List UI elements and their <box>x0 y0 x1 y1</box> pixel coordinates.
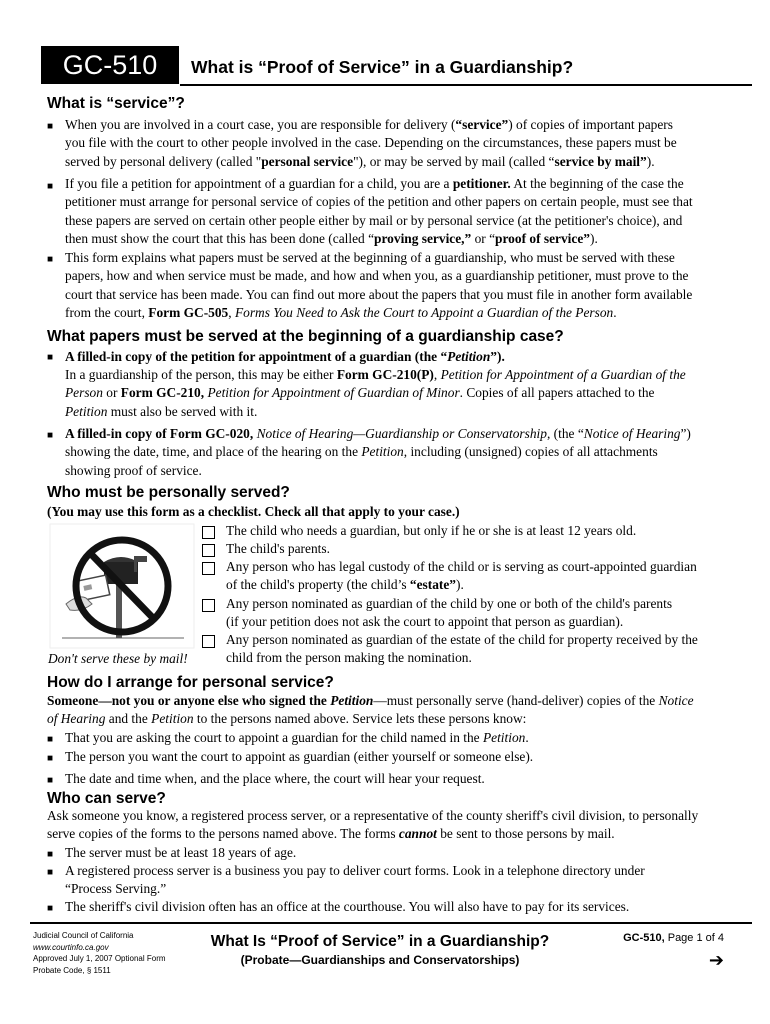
list-item-process-server: A registered process server is a business you pay to deliver court forms. Look in a telephone directory under “Process Serving.” <box>65 863 645 897</box>
footer-subtitle: (Probate—Guardianships and Conservatorships) <box>240 953 520 967</box>
page-title: What is “Proof of Service” in a Guardianship? <box>191 57 574 77</box>
footer-source-info: Judicial Council of California www.courtinfo.ca.gov Approved July 1, 2007 Optional Form Probate Code, § 1511 <box>33 931 166 975</box>
footer-title-block <box>195 933 565 967</box>
section-heading-papers-served: What papers must be served at the beginning of a guardianship case? <box>47 328 564 345</box>
illustration-caption: Don't serve these by mail! <box>48 651 188 666</box>
list-item-asking-court: That you are asking the court to appoint a guardian for the child named in the Petition. <box>65 730 529 745</box>
square-bullet-icon: ■ <box>47 254 54 265</box>
square-bullet-icon: ■ <box>47 753 54 764</box>
checklist-item-nominated-by-parents: Any person nominated as guardian of the child by one or both of the child's parents (if your petition does not ask the court to appoint that person as guardian). <box>226 596 673 630</box>
paragraph-service-definition: When you are involved in a court case, you are responsible for delivery (“service”) of copies of important papers you file with the court to other people involved in the case. Depending on the circumstances, these papers must be served by personal delivery (called "personal service"), or may be served by mail (called “service by mail”). <box>65 117 677 169</box>
section-heading-what-is-service: What is “service”? <box>47 95 185 112</box>
square-bullet-icon: ■ <box>47 849 54 860</box>
checkbox-legal-custody[interactable] <box>202 562 215 575</box>
footer-title: What Is “Proof of Service” in a Guardianship? <box>210 933 550 950</box>
paragraph-petition-copy: A filled-in copy of the petition for appointment of a guardian (the “Petition”). <box>65 349 505 364</box>
square-bullet-icon: ■ <box>47 352 54 363</box>
footer-page-number: GC-510, Page 1 of 4 <box>623 932 724 944</box>
footer-divider <box>30 922 752 924</box>
paragraph-petition-forms: In a guardianship of the person, this may be either Form GC-210(P), Petition for Appointment of a Guardian of the Person or Form GC-210, Petition for Appointment of Guardian of Minor. Copies of all papers attached to the Petition must also be served with it. <box>65 367 686 419</box>
paragraph-notice-of-hearing: A filled-in copy of Form GC-020, Notice of Hearing—Guardianship or Conservatorship, (the “Notice of Hearing”) showing the date, time, and place of the hearing on the Petition, including (unsigned) copies of all attachments showing proof of service. <box>65 426 691 478</box>
square-bullet-icon: ■ <box>47 121 54 132</box>
list-item-guardian-person: The person you want the court to appoint as guardian (either yourself or someone else). <box>65 749 534 764</box>
checklist-item-child: The child who needs a guardian, but only if he or she is at least 12 years old. <box>226 523 637 538</box>
paragraph-form-purpose: This form explains what papers must be served at the beginning of a guardianship, who must be served with these papers, how and when service must be made, and how and when you, as a guardianship petitioner, must prove to the court that service has been made. You can find out more about the papers that you must file in another form available from the court, Form GC-505, Forms You Need to Ask the Court to Appoint a Guardian of the Person. <box>65 250 693 320</box>
checkbox-nominated-by-parents[interactable] <box>202 599 215 612</box>
section-heading-who-can-serve: Who can serve? <box>47 790 166 807</box>
checklist-item-parents: The child's parents. <box>226 541 330 556</box>
checklist-instructions: (You may use this form as a checklist. Check all that apply to your case.) <box>47 504 460 519</box>
square-bullet-icon: ■ <box>47 867 54 878</box>
paragraph-who-can-serve: Ask someone you know, a registered process server, or a representative of the county sheriff's civil division, to personally serve copies of the forms to the persons named above. The forms cannot be sent to those persons by mail. <box>47 808 699 842</box>
list-item-server-age: The server must be at least 18 years of age. <box>65 845 297 860</box>
section-heading-personally-served: Who must be personally served? <box>47 484 290 501</box>
paragraph-arrange-service: Someone—not you or anyone else who signed the Petition—must personally serve (hand-deliver) copies of the Notice of Hearing and the Petition to the persons named above. Service lets these persons know: <box>47 693 694 727</box>
list-item-sheriff: The sheriff's civil division often has an office at the courthouse. You will also have to pay for its services. <box>65 899 630 914</box>
paragraph-petitioner: If you file a petition for appointment of a guardian for a child, you are a petitioner. At the beginning of the case the petitioner must arrange for personal service of copies of the petition and other papers on certain people, must see that these papers are served on certain other people either by mail or by personal service (at the petitioner's choice), and then must show the court that this has been done (called “proving service,” or “proof of service”). <box>65 176 693 246</box>
square-bullet-icon: ■ <box>47 734 54 745</box>
checklist-item-nominated-estate: Any person nominated as guardian of the estate of the child for property received by the child from the person making the nomination. <box>226 632 698 666</box>
list-item-hearing-time: The date and time when, and the place where, the court will hear your request. <box>65 771 485 786</box>
next-page-arrow-icon[interactable]: ➔ <box>708 950 724 971</box>
square-bullet-icon: ■ <box>47 181 54 192</box>
section-heading-arrange-service: How do I arrange for personal service? <box>47 674 334 691</box>
checkbox-parents[interactable] <box>202 544 215 557</box>
header-divider <box>180 84 752 86</box>
checklist-item-legal-custody: Any person who has legal custody of the child or is serving as court-appointed guardian of the child's property (the child’s “estate”). <box>226 559 697 593</box>
checkbox-child-over-12[interactable] <box>202 526 215 539</box>
square-bullet-icon: ■ <box>47 775 54 786</box>
form-number-badge: GC-510 <box>41 46 179 84</box>
square-bullet-icon: ■ <box>47 430 54 441</box>
no-mail-icon <box>48 522 196 650</box>
checkbox-nominated-estate[interactable] <box>202 635 215 648</box>
square-bullet-icon: ■ <box>47 903 54 914</box>
footer-website-link[interactable]: www.courtinfo.ca.gov <box>33 942 109 952</box>
